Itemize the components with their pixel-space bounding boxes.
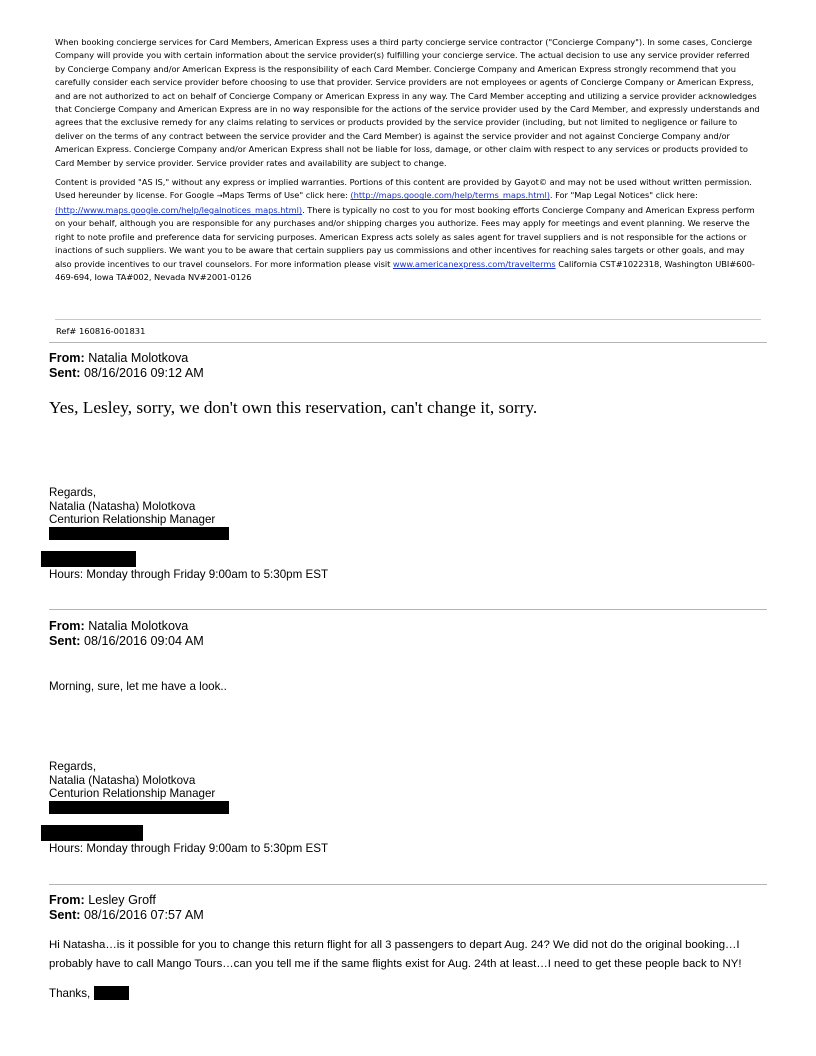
from-label: From: [49, 351, 85, 365]
signature-regards: Regards, [49, 760, 97, 773]
signature-hours: Hours: Monday through Friday 9:00am to 5:30pm EST [49, 842, 329, 855]
signature-name: Natalia (Natasha) Molotkova [49, 499, 196, 513]
signature [49, 486, 215, 527]
sent-date: 08/16/2016 07:57 AM [83, 908, 204, 922]
divider [49, 609, 767, 610]
redaction-bar [41, 825, 143, 841]
divider [49, 342, 767, 343]
divider [49, 884, 767, 885]
redaction-bar [49, 527, 229, 540]
from-line [49, 619, 204, 634]
email-header [49, 619, 204, 649]
disclaimer-text: Maps Terms of Use" click here: [222, 190, 351, 201]
redaction-bar [41, 551, 136, 567]
disclaimer-paragraph-content [55, 176, 761, 284]
from-label: From: [49, 893, 85, 907]
signature [49, 760, 215, 801]
sent-line [49, 366, 204, 381]
signature-hours: Hours: Monday through Friday 9:00am to 5:30pm EST [49, 568, 329, 581]
disclaimer-text: California CST#1022318, Washington UBI#600-469-694, Iowa TA#002, Nevada NV#2001-0126 [55, 258, 755, 282]
from-line [49, 893, 204, 908]
divider [55, 319, 761, 320]
maps-terms-link[interactable]: (http://maps.google.com/help/terms_maps.html) [350, 190, 550, 201]
email-body: Yes, Lesley, sorry, we don't own this reservation, can't change it, sorry. [49, 398, 538, 417]
arrow-icon: → [216, 192, 223, 201]
disclaimer-text: . For "Map Legal Notices" click here: [549, 190, 698, 201]
sent-date: 08/16/2016 09:12 AM [83, 366, 204, 380]
sent-label: Sent: [49, 634, 81, 648]
email-body-line: probably have to call Mango Tours…can you tell me if the same flights exist for Aug. 24th at least…I need to get these people back to NY! [49, 958, 742, 970]
maps-legal-notices-link[interactable]: (http://www.maps.google.com/help/legalnotices_maps.html) [55, 204, 303, 215]
disclaimer-block [55, 36, 761, 290]
closing-text: Thanks, [49, 987, 91, 1000]
email-header [49, 893, 204, 923]
email-header [49, 351, 204, 381]
disclaimer-text: Content is provided "AS IS," without any express or implied warranties. Portions of this content are provided by Gayot© and may not be used without written permission. Used hereunder by license. For Google [55, 177, 752, 201]
redaction-bar [94, 986, 129, 1000]
sent-line [49, 634, 204, 649]
email-body: Morning, sure, let me have a look.. [49, 680, 227, 693]
sender-name: Natalia Molotkova [88, 351, 189, 365]
signature-regards: Regards, [49, 486, 97, 499]
from-label: From: [49, 619, 85, 633]
sent-label: Sent: [49, 908, 81, 922]
disclaimer-text: . There is typically no cost to you for most booking efforts Concierge Company and American Express perform on your behalf, although you are responsible for any purchases and/or shipping charges you authorize. Fees may apply for meetings and event planning. We reserve the right to note profile and preference data for servicing purposes. American Express acts solely as sales agent for travel suppliers and is not responsible for the actions or inactions of such suppliers. We want you to be aware that certain suppliers pay us commissions and other incentives for reaching sales targets or other goals, and may also provide incentives to our travel counselors. For more information please visit [55, 204, 755, 269]
signature-name: Natalia (Natasha) Molotkova [49, 773, 196, 787]
signature-title: Centurion Relationship Manager [49, 787, 216, 801]
from-line [49, 351, 204, 366]
sent-line [49, 908, 204, 923]
redaction-bar [49, 801, 229, 814]
sent-label: Sent: [49, 366, 81, 380]
reference-number: Ref# 160816-001831 [56, 326, 146, 336]
disclaimer-paragraph-concierge: When booking concierge services for Card Members, American Express uses a third party concierge service contractor ("Concierge Company"). In some cases, Concierge Company will provide you with certain information about the service provider(s) fulfilling your concierge service. The actual decision to use any service provider referred by Concierge Company and/or American Express is the responsibility of each Card Member. Concierge Company and American Express strongly recommend that you carefully consider each service provider before choosing to use that provider. Service providers are not employees or agents of Concierge Company or American Express, and are not authorized to act on behalf of Concierge Company or American Express in any way. The Card Member accepting and utilizing a service provider acknowledges that Concierge Company and American Express are in no way responsible for the actions of the service provider used by the Card Member, and expressly understands and agrees that the exclusive remedy for any claims relating to services or products provided by the service provider (including, but not limited to negligence or failure to deliver on the terms of any contract between the service provider and the Card Member) is against the service provider and not against Concierge Company and/or American Express. Concierge Company and/or American Express shall not be liable for loss, damage, or other claim with respect to any services or products provided to Card Member by service provider. Service provider rates and availability are subject to change. [55, 37, 760, 168]
travel-terms-link[interactable]: www.americanexpress.com/travelterms [392, 258, 556, 269]
sender-name: Lesley Groff [88, 893, 156, 907]
sent-date: 08/16/2016 09:04 AM [83, 634, 204, 648]
sender-name: Natalia Molotkova [88, 619, 189, 633]
email-closing [49, 984, 90, 1003]
email-body [49, 936, 771, 974]
email-body-line: Hi Natasha…is it possible for you to change this return flight for all 3 passengers to depart Aug. 24? We did not do the original booking…I [49, 939, 740, 951]
signature-title: Centurion Relationship Manager [49, 513, 216, 527]
